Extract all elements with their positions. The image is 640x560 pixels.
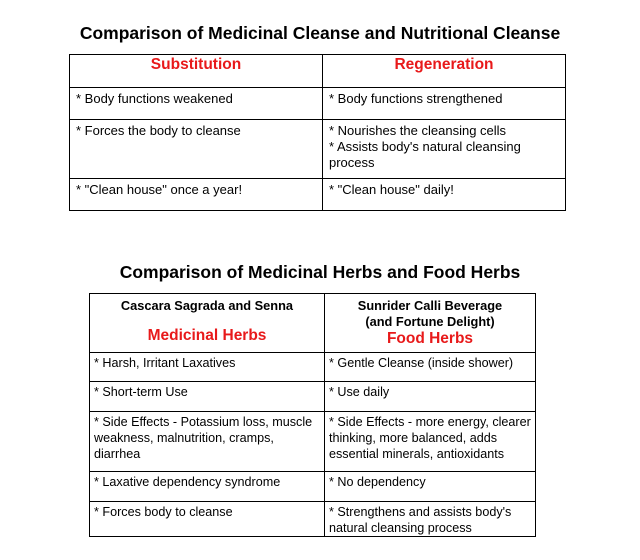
brand-label: Sunrider Calli Beverage <box>357 298 503 313</box>
table-cell <box>323 120 566 179</box>
table-cell: * Gentle Cleanse (inside shower) <box>325 353 536 382</box>
title-medicinal-vs-nutritional-cleanse: Comparison of Medicinal Cleanse and Nutritional Cleanse <box>79 23 561 43</box>
cleanse-comparison-table <box>69 54 566 211</box>
header-substitution: Substitution <box>70 55 323 88</box>
table-row <box>90 353 536 382</box>
table-row <box>70 88 566 120</box>
category-label: Medicinal Herbs <box>147 327 267 344</box>
table-cell: * Body functions weakened <box>70 88 323 120</box>
header-regeneration: Regeneration <box>323 55 566 88</box>
table-row <box>90 412 536 472</box>
table-cell: * No dependency <box>325 472 536 502</box>
table-cell: * "Clean house" once a year! <box>70 179 323 211</box>
table-row <box>70 120 566 179</box>
table-cell: * Harsh, Irritant Laxatives <box>90 353 325 382</box>
header-medicinal-herbs <box>90 294 325 353</box>
table-cell: * "Clean house" daily! <box>323 179 566 211</box>
table-cell: * Strengthens and assists body's natural cleansing process <box>325 502 536 537</box>
bullet-text: * Nourishes the cleansing cells <box>329 123 507 138</box>
table-row <box>70 179 566 211</box>
table-cell: * Laxative dependency syndrome <box>90 472 325 502</box>
table-cell: * Side Effects - more energy, clearer thinking, more balanced, adds essential minerals, antioxidants <box>325 412 536 472</box>
title-medicinal-vs-food-herbs: Comparison of Medicinal Herbs and Food Herbs <box>119 262 521 282</box>
table-row <box>90 382 536 412</box>
herbs-comparison-table <box>89 293 536 537</box>
header-food-herbs <box>325 294 536 353</box>
bullet-text: * Assists body's natural cleansing process <box>329 139 521 170</box>
table-cell: * Side Effects - Potassium loss, muscle weakness, malnutrition, cramps, diarrhea <box>90 412 325 472</box>
brand-sublabel: (and Fortune Delight) <box>365 314 495 329</box>
table-row <box>90 502 536 537</box>
table-row <box>90 472 536 502</box>
table-cell: * Forces the body to cleanse <box>70 120 323 179</box>
table-cell: * Short-term Use <box>90 382 325 412</box>
table-cell: * Use daily <box>325 382 536 412</box>
category-label: Food Herbs <box>386 330 474 347</box>
table-cell: * Forces body to cleanse <box>90 502 325 537</box>
brand-label: Cascara Sagrada and Senna <box>120 298 294 313</box>
table-cell: * Body functions strengthened <box>323 88 566 120</box>
